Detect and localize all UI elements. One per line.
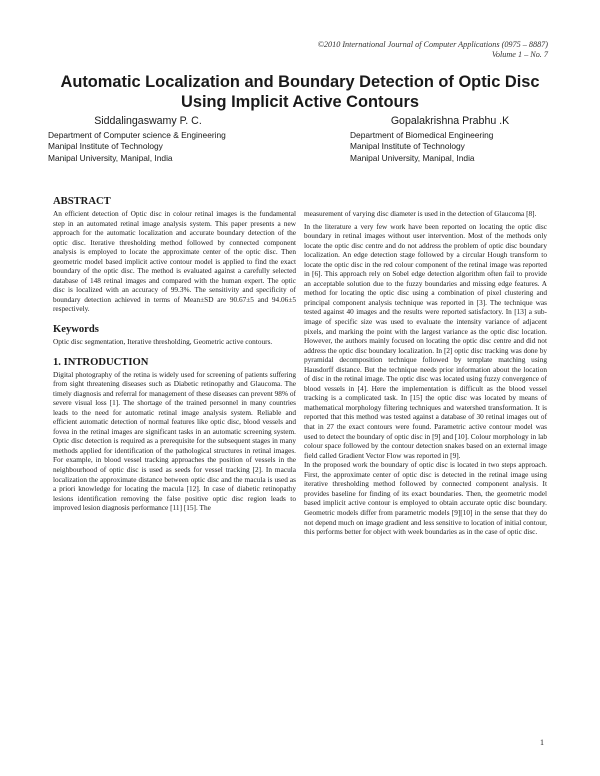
paragraph-literature: In the literature a very few work have been reported on locating the optic disc boundary in retinal images without user intervention. Most of the methods only locate the optic disc centre and do not address the problem of optic disc boundary localization. An edge detection stage followed by a circular Hough transform to locate the optic disc in the red colour component of the retinal image was reported in [6]. This approach rely on Sobel edge detection algorithm often fail to provide an acceptable solution due to the fuzzy boundaries and missing edge features. A method for locating the optic disc using a combination of pixel clustering and principal component analysis technique was reported in [3]. The technique was tested against 40 images and the results were reported satisfactory. In [13] a sub-image of specific size was used to evaluate the intensity variance of adjacent pixels, and marking the point with the largest variance as the optic disc location. However, the authors mainly focused on locating the optic disc centre and did not address the optic disc boundary localization. In [2] optic disc tracking was done by pyramidal decomposition technique followed by template matching using Hausdorff distance. But the technique needs prior information about the location of disc in the retinal image. The optic disc was located using fuzzy convergence of blood vessels in [4]. Here the implementation is difficult as the blood vessel tracking is a complicated task. In [15] the optic disc was located by means of mathematical morphology filtering techniques and watershed transformation. It is reported that this method was tested against a database of 30 retinal images out of that in 27 the exact contours were found. Parametric active contour model was used to detect the boundary of optic disc in [9] and [10]. Colour morphology in lab colour space followed by the contour detection snakes based on an external image field called Gradient Vector Flow was reported in [9]. [304, 221, 547, 460]
author-name: Gopalakrishna Prabhu .K [390, 115, 510, 127]
author-department: Department of Computer science & Engineering [48, 130, 226, 140]
introduction-text: Digital photography of the retina is widely used for screening of patients suffering from sight threatening diseases such as Diabetic retinopathy and Glaucoma. The timely diagnosis and referral for management of these diseases can prevent 98% of severe visual loss [1]. The shortage of the trained personnel in many countries leads to the need for automatic retinal image analysis system. Reliable and efficient automatic detection of normal features like optic disc, blood vessels and fovea in the retinal images are significant tasks in an automatic screening system. Optic disc detection is required as a prerequisite for the subsequent stages in many methods applied for identification of the pathological structures in retinal images. For example, in blood vessel tracking approaches the position of vessels in the neighbourhood of optic disc is used as seeds for vessel tracking [2]. In macula localization the approximate distance between optic disc and the macula is used as a priori knowledge for locating the macula [12]. In case of diabetic retinopathy lesions identification removing the false positive optic disc region leads to improved lesion diagnosis performance [11] [15]. The [53, 369, 296, 513]
introduction-heading: 1. INTRODUCTION [53, 356, 149, 368]
author-block-1 [48, 115, 298, 164]
abstract-text: An efficient detection of Optic disc in colour retinal images is the fundamental step in an automated retinal image analysis system. This paper presents a new approach for the automatic localization and accurate boundary detection of the optic disc. Iterative thresholding method followed by connected component analysis is employed to locate the approximate center of the optic disc. Then geometric model based implicit active contour model is applied to find the exact boundary of the optic disc. The method is evaluated against a carefully selected database of 148 retinal images and compared with the human expert. The optic disc is localized with an accuracy of 99.3%. The sensitivity and specificity of boundary detection achieved in terms of Mean±SD are 90.67±5 and 94.06±5 respectively. [53, 209, 296, 314]
author-institute: Manipal Institute of Technology [48, 141, 163, 152]
abstract-heading: ABSTRACT [53, 196, 111, 207]
author-name: Siddalingaswamy P. C. [94, 115, 202, 127]
author-university: Manipal University, Manipal, India [48, 152, 173, 163]
running-head [248, 40, 548, 60]
left-column [53, 196, 296, 513]
author-university: Manipal University, Manipal, India [350, 152, 475, 163]
paper-title: Automatic Localization and Boundary Detection of Optic Disc Using Implicit Active Contours [60, 73, 540, 111]
paragraph-continued: measurement of varying disc diameter is used in the detection of Glaucoma [8]. [304, 209, 537, 218]
paragraph-proposed-work: In the proposed work the boundary of optic disc is located in two steps approach. First, the approximate center of optic disc is detected in the retinal image using iterative thresholding method followed by connected component analysis. It provides baseline for finding of its exact boundaries. Then, the geometric model based implicit active contour is employed to obtain accurate optic disc boundary. Geometric models differ from parametric models [9][10] in the sense that they do not depend much on image gradient and less sensitive to location of initial contour, this performs better for object with week boundaries as in the case of optic disc. [304, 460, 547, 537]
running-head-journal: ©2010 International Journal of Computer Applications (0975 – 8887) [317, 40, 548, 49]
keywords-heading: Keywords [53, 324, 99, 336]
author-department: Department of Biomedical Engineering [350, 130, 494, 140]
author-institute: Manipal Institute of Technology [350, 141, 465, 152]
author-block-2 [350, 115, 600, 164]
right-column [304, 209, 547, 537]
keywords-text: Optic disc segmentation, Iterative thresholding, Geometric active contours. [53, 337, 273, 347]
running-head-volume: Volume 1 – No. 7 [491, 50, 548, 59]
page-number: 1 [540, 738, 544, 747]
